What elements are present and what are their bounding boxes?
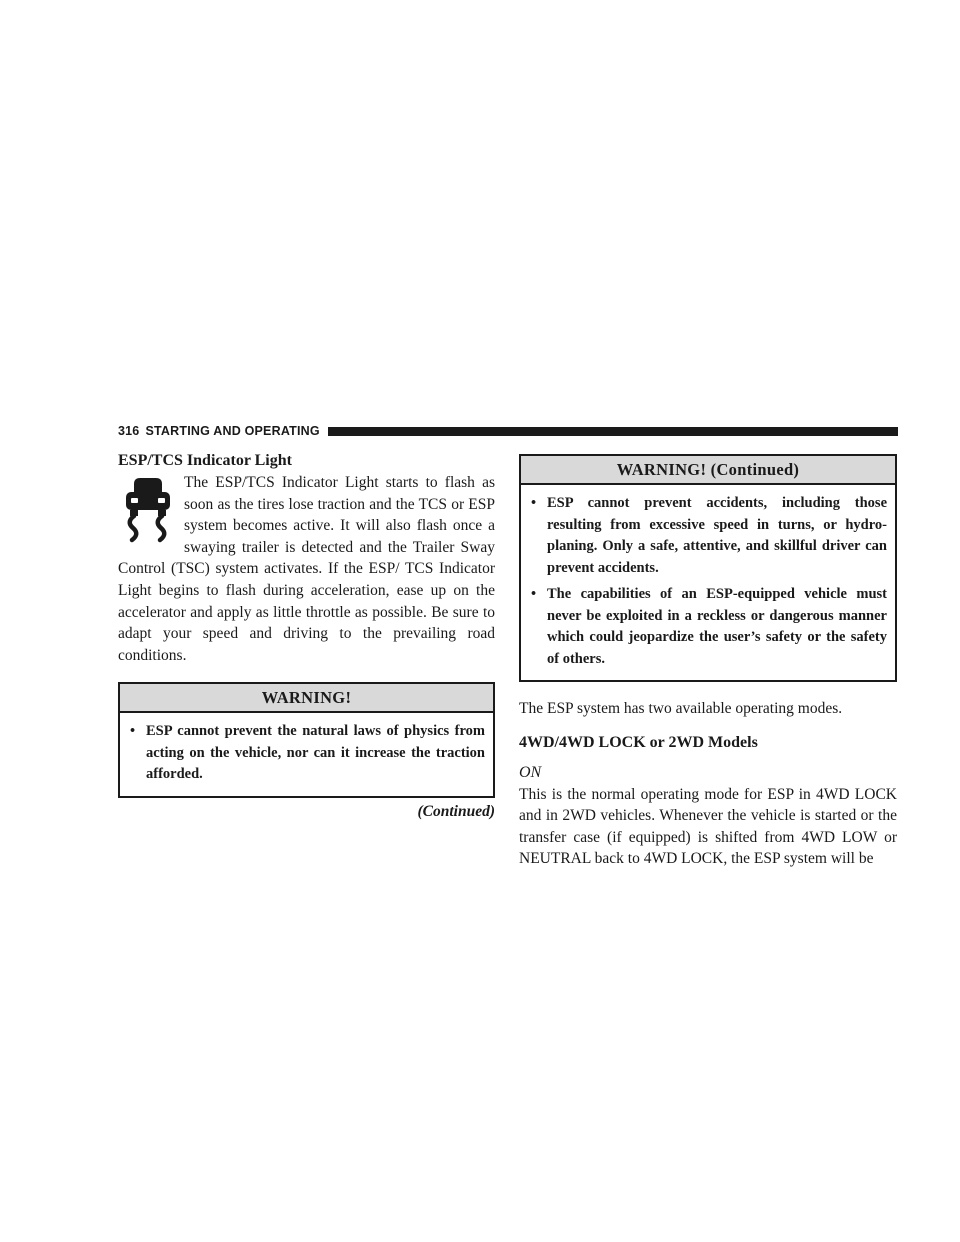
mode-label-on: ON: [519, 763, 542, 781]
warning-title: WARNING!: [120, 684, 493, 713]
left-column: [118, 450, 495, 821]
esp-tcs-heading: ESP/TCS Indicator Light: [118, 452, 292, 469]
modes-intro: The ESP system has two available operating modes.: [519, 700, 843, 717]
warning-item: • ESP cannot prevent accidents, including those resulting from excessive speed in turns, or hydro- planing. Only a safe, attentive, and skillful driver can prevent accidents.: [531, 495, 887, 576]
warning-item: • The capabilities of an ESP-equipped vehicle must never be exploited in a reckless or dangerous manner which could jeopardize the user’s safety or the safety of others.: [531, 586, 887, 667]
warning-continued-box: [519, 454, 897, 682]
continued-label: (Continued): [417, 802, 495, 820]
bullet-icon: •: [531, 586, 537, 602]
bullet-icon: •: [130, 723, 136, 740]
page-number: 316: [118, 424, 140, 438]
header-rule: [328, 427, 898, 436]
right-column: [519, 450, 897, 870]
models-subheading: 4WD/4WD LOCK or 2WD Models: [519, 733, 758, 751]
warning-continued-list: [521, 485, 895, 680]
warning-item: • ESP cannot prevent the natural laws of physics from acting on the vehicle, nor can it increase the traction afforded.: [130, 723, 485, 783]
esp-tcs-paragraph: The ESP/TCS Indicator Light starts to flash as soon as the tires lose traction and the TCS or ESP system becomes active. It will also flash once a swaying trailer is detected and the Trailer Sway Control (TSC) system activates. If the ESP/ TCS Indicator Light begins to flash during acceleration, ease up on the accelerator and apply as little throttle as possible. Be sure to adapt your speed and driving to the prevailing road conditions.: [118, 474, 495, 664]
on-mode-paragraph: This is the normal operating mode for ESP in 4WD LOCK and in 2WD vehicles. Whenever the vehicle is started or the transfer case (if equipped) is shifted from 4WD LOW or NEUTRAL back to 4WD LOCK, the ESP system will be: [519, 785, 897, 868]
esp-tcs-skid-car-icon: [118, 474, 184, 550]
bullet-icon: •: [531, 495, 537, 511]
section-title: STARTING AND OPERATING: [145, 424, 320, 438]
page-header: [118, 423, 898, 439]
warning-continued-title: WARNING! (Continued): [521, 456, 895, 485]
warning-list: [120, 713, 493, 796]
warning-box: [118, 682, 495, 798]
